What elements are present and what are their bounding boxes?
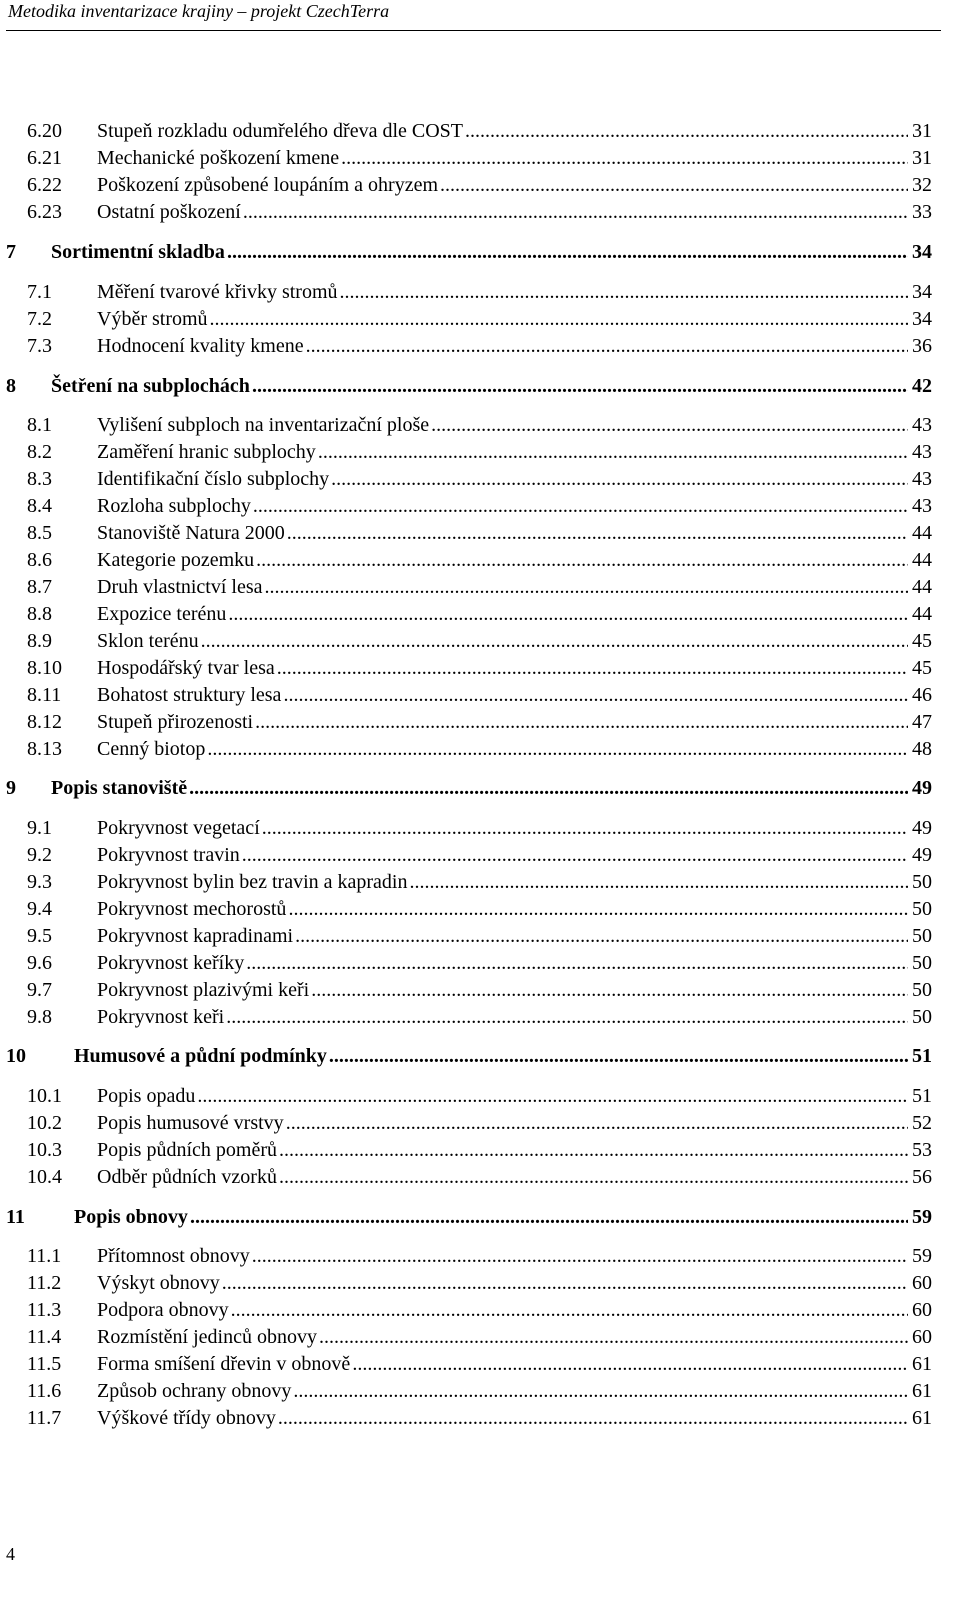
toc-leader-dots	[288, 896, 908, 923]
toc-title-line	[97, 493, 932, 520]
toc-title-line	[97, 1351, 932, 1378]
toc-title: Pokryvnost vegetací	[97, 817, 260, 839]
toc-page-number: 50	[912, 952, 932, 974]
toc-leader-dots	[262, 815, 908, 842]
toc-leader-dots	[465, 118, 908, 145]
toc-chapter[interactable]	[0, 373, 960, 400]
toc-entry[interactable]	[0, 145, 960, 172]
toc-number: 11.3	[27, 1299, 62, 1321]
toc-leader-dots	[341, 145, 908, 172]
toc-leader-dots	[227, 239, 908, 266]
toc-page-number: 34	[912, 241, 932, 263]
toc-title-line	[97, 655, 932, 682]
toc-entry[interactable]	[0, 1297, 960, 1324]
toc-leader-dots	[340, 279, 909, 306]
toc-number: 8.8	[27, 603, 52, 625]
toc-page-number: 43	[912, 441, 932, 463]
toc-title: Podpora obnovy	[97, 1299, 229, 1321]
toc-title: Sklon terénu	[97, 630, 199, 652]
toc-leader-dots	[197, 1083, 908, 1110]
toc-page-number: 50	[912, 898, 932, 920]
page-number: 4	[6, 1544, 15, 1564]
toc-entry[interactable]	[0, 1004, 960, 1031]
toc-title: Cenný biotop	[97, 738, 206, 760]
toc-entry[interactable]	[0, 628, 960, 655]
toc-title-line	[97, 199, 932, 226]
toc-page-number: 31	[912, 120, 932, 142]
toc-page-number: 34	[912, 281, 932, 303]
toc-title: Popis opadu	[97, 1085, 196, 1107]
toc-number: 8.10	[27, 657, 62, 679]
toc-number: 9.5	[27, 925, 52, 947]
toc-title: Šetření na subplochách	[51, 375, 250, 397]
toc-leader-dots	[329, 1043, 908, 1070]
toc-page-number: 34	[912, 308, 932, 330]
toc-number: 10.4	[27, 1166, 62, 1188]
toc-chapter[interactable]	[0, 1043, 960, 1070]
toc-number: 11	[6, 1206, 25, 1228]
toc-number: 6.20	[27, 120, 62, 142]
toc-title: Pokryvnost kapradinami	[97, 925, 294, 947]
toc-page-number: 52	[912, 1112, 932, 1134]
toc-page-number: 49	[912, 817, 932, 839]
toc-number: 10	[6, 1045, 26, 1067]
toc-title-line	[97, 1004, 932, 1031]
toc-title-line	[97, 869, 932, 896]
toc-title-line	[51, 239, 932, 266]
toc-number: 8.6	[27, 549, 52, 571]
toc-page-number: 50	[912, 1006, 932, 1028]
toc-leader-dots	[311, 977, 908, 1004]
toc-number: 6.21	[27, 147, 62, 169]
toc-entry[interactable]	[0, 950, 960, 977]
toc-title: Ostatní poškození	[97, 201, 241, 223]
toc-title-line	[97, 333, 932, 360]
toc-leader-dots	[283, 682, 908, 709]
toc-entry[interactable]	[0, 1324, 960, 1351]
toc-page-number: 49	[912, 844, 932, 866]
toc-title-line	[97, 1083, 932, 1110]
toc-leader-dots	[295, 923, 908, 950]
toc-leader-dots	[279, 1137, 908, 1164]
toc-chapter[interactable]	[0, 1204, 960, 1231]
toc-number: 11.6	[27, 1380, 62, 1402]
toc-number: 10.3	[27, 1139, 62, 1161]
toc-number: 8.7	[27, 576, 52, 598]
toc-page-number: 59	[912, 1245, 932, 1267]
toc-page-number: 45	[912, 657, 932, 679]
toc-title-line	[97, 520, 932, 547]
toc-title-line	[97, 1405, 932, 1432]
toc-page-number: 60	[912, 1326, 932, 1348]
toc-leader-dots	[253, 493, 908, 520]
toc-title: Pokryvnost keři	[97, 1006, 225, 1028]
toc-page-number: 49	[912, 777, 932, 799]
toc-leader-dots	[207, 736, 908, 763]
toc-number: 6.22	[27, 174, 62, 196]
toc-page-number: 32	[912, 174, 932, 196]
toc-entry[interactable]	[0, 1137, 960, 1164]
toc-chapter[interactable]	[0, 239, 960, 266]
toc-title-line	[97, 1297, 932, 1324]
toc-page-number: 50	[912, 871, 932, 893]
toc-entry[interactable]	[0, 709, 960, 736]
toc-title-line	[97, 977, 932, 1004]
toc-entry[interactable]	[0, 1405, 960, 1432]
toc-title-line	[97, 412, 932, 439]
toc-page-number: 45	[912, 630, 932, 652]
toc-title-line	[97, 574, 932, 601]
toc-title-line	[97, 923, 932, 950]
toc-leader-dots	[243, 199, 908, 226]
toc-title: Výskyt obnovy	[97, 1272, 220, 1294]
toc-entry[interactable]	[0, 655, 960, 682]
toc-page-number: 46	[912, 684, 932, 706]
toc-entry[interactable]	[0, 1378, 960, 1405]
toc-title: Způsob ochrany obnovy	[97, 1380, 292, 1402]
toc-entry[interactable]	[0, 466, 960, 493]
toc-title: Sortimentní skladba	[51, 241, 225, 263]
toc-entry[interactable]	[0, 1243, 960, 1270]
toc-number: 8.5	[27, 522, 52, 544]
toc-title-line	[74, 1204, 932, 1231]
toc-number: 6.23	[27, 201, 62, 223]
toc-number: 8.13	[27, 738, 62, 760]
toc-title: Odběr půdních vzorků	[97, 1166, 277, 1188]
toc-page-number: 48	[912, 738, 932, 760]
toc-title: Forma smíšení dřevin v obnově	[97, 1353, 351, 1375]
toc-number: 7.3	[27, 335, 52, 357]
toc-title-line	[97, 628, 932, 655]
toc-leader-dots	[440, 172, 908, 199]
toc-page-number: 61	[912, 1407, 932, 1429]
toc-number: 9.3	[27, 871, 52, 893]
toc-entry[interactable]	[0, 1164, 960, 1191]
toc-number: 9.1	[27, 817, 52, 839]
toc-number: 7.1	[27, 281, 52, 303]
toc-title-line	[97, 736, 932, 763]
toc-title: Výškové třídy obnovy	[97, 1407, 276, 1429]
toc-leader-dots	[306, 333, 908, 360]
toc-number: 10.2	[27, 1112, 62, 1134]
toc-title-line	[97, 709, 932, 736]
toc-page-number: 44	[912, 549, 932, 571]
toc-number: 8.3	[27, 468, 52, 490]
toc-title: Popis půdních poměrů	[97, 1139, 277, 1161]
toc-number: 8.12	[27, 711, 62, 733]
toc-title: Pokryvnost bylin bez travin a kapradin	[97, 871, 408, 893]
toc-entry[interactable]	[0, 815, 960, 842]
toc-number: 9.2	[27, 844, 52, 866]
toc-title: Měření tvarové křivky stromů	[97, 281, 338, 303]
toc-title: Expozice terénu	[97, 603, 227, 625]
toc-number: 11.5	[27, 1353, 62, 1375]
toc-title: Hodnocení kvality kmene	[97, 335, 304, 357]
toc-leader-dots	[286, 1110, 908, 1137]
toc-page-number: 31	[912, 147, 932, 169]
toc-title-line	[97, 842, 932, 869]
toc-leader-dots	[277, 655, 908, 682]
toc-entry[interactable]	[0, 842, 960, 869]
toc-entry[interactable]	[0, 333, 960, 360]
toc-entry[interactable]	[0, 1270, 960, 1297]
toc-title-line	[97, 172, 932, 199]
toc-entry[interactable]	[0, 682, 960, 709]
toc-title: Popis obnovy	[74, 1206, 188, 1228]
toc-entry[interactable]	[0, 199, 960, 226]
toc-page-number: 43	[912, 468, 932, 490]
toc-number: 11.2	[27, 1272, 62, 1294]
toc-leader-dots	[293, 1378, 908, 1405]
toc-number: 11.4	[27, 1326, 62, 1348]
toc-page-number: 51	[912, 1045, 932, 1067]
toc-title: Stanoviště Natura 2000	[97, 522, 285, 544]
toc-title: Rozmístění jedinců obnovy	[97, 1326, 317, 1348]
toc-number: 9	[6, 777, 16, 799]
toc-leader-dots	[256, 547, 908, 574]
toc-leader-dots	[278, 1405, 908, 1432]
toc-title-line	[97, 1110, 932, 1137]
toc-entry[interactable]	[0, 118, 960, 145]
toc-page-number: 53	[912, 1139, 932, 1161]
toc-entry[interactable]	[0, 1351, 960, 1378]
toc-number: 9.8	[27, 1006, 52, 1028]
toc-title-line	[51, 775, 932, 802]
toc-number: 8.2	[27, 441, 52, 463]
toc-leader-dots	[242, 842, 908, 869]
toc-number: 8	[6, 375, 16, 397]
toc-title: Výběr stromů	[97, 308, 208, 330]
toc-leader-dots	[352, 1351, 908, 1378]
toc-title: Zaměření hranic subplochy	[97, 441, 316, 463]
toc-title: Kategorie pozemku	[97, 549, 255, 571]
toc-page-number: 60	[912, 1299, 932, 1321]
toc-leader-dots	[279, 1164, 908, 1191]
toc-number: 9.4	[27, 898, 52, 920]
toc-entry[interactable]	[0, 439, 960, 466]
toc-number: 11.7	[27, 1407, 62, 1429]
toc-title: Stupeň rozkladu odumřelého dřeva dle COST	[97, 120, 464, 142]
toc-title: Pokryvnost mechorostů	[97, 898, 287, 920]
toc-leader-dots	[222, 1270, 908, 1297]
toc-title-line	[97, 1164, 932, 1191]
toc-leader-dots	[190, 1204, 908, 1231]
toc-entry[interactable]	[0, 172, 960, 199]
toc-title-line	[97, 145, 932, 172]
toc-title-line	[97, 547, 932, 574]
toc-number: 8.4	[27, 495, 52, 517]
toc-chapter[interactable]	[0, 775, 960, 802]
toc-title: Přítomnost obnovy	[97, 1245, 250, 1267]
toc-leader-dots	[210, 306, 908, 333]
toc-title: Popis stanoviště	[51, 777, 188, 799]
toc-title-line	[97, 279, 932, 306]
toc-entry[interactable]	[0, 601, 960, 628]
toc-leader-dots	[431, 412, 908, 439]
toc-title: Bohatost struktury lesa	[97, 684, 282, 706]
toc-title: Druh vlastnictví lesa	[97, 576, 263, 598]
toc-title-line	[97, 118, 932, 145]
toc-page-number: 56	[912, 1166, 932, 1188]
toc-leader-dots	[246, 950, 908, 977]
toc-entry[interactable]	[0, 977, 960, 1004]
toc-page-number: 50	[912, 925, 932, 947]
toc-leader-dots	[226, 1004, 908, 1031]
toc-page-number: 60	[912, 1272, 932, 1294]
toc-number: 9.6	[27, 952, 52, 974]
toc-title-line	[97, 466, 932, 493]
toc-number: 8.1	[27, 414, 52, 436]
toc-number: 7.2	[27, 308, 52, 330]
toc-title-line	[97, 1378, 932, 1405]
toc-title-line	[97, 1137, 932, 1164]
toc-number: 10.1	[27, 1085, 62, 1107]
toc-leader-dots	[318, 439, 908, 466]
toc-title: Vylišení subploch na inventarizační ploše	[97, 414, 430, 436]
toc-entry[interactable]	[0, 412, 960, 439]
toc-number: 9.7	[27, 979, 52, 1001]
toc-title-line	[51, 373, 932, 400]
toc-page-number: 43	[912, 414, 932, 436]
toc-title: Stupeň přirozenosti	[97, 711, 254, 733]
toc-entry[interactable]	[0, 923, 960, 950]
toc-leader-dots	[410, 869, 909, 896]
toc-entry[interactable]	[0, 547, 960, 574]
toc-number: 11.1	[27, 1245, 62, 1267]
toc-leader-dots	[231, 1297, 908, 1324]
toc-leader-dots	[189, 775, 908, 802]
toc-page-number: 61	[912, 1353, 932, 1375]
toc-leader-dots	[331, 466, 908, 493]
toc-title-line	[97, 601, 932, 628]
toc-title-line	[74, 1043, 932, 1070]
toc-number: 8.9	[27, 630, 52, 652]
toc-title: Pokryvnost keříky	[97, 952, 245, 974]
toc-page-number: 44	[912, 576, 932, 598]
toc-title: Mechanické poškození kmene	[97, 147, 340, 169]
toc-page-number: 50	[912, 979, 932, 1001]
toc-title: Pokryvnost travin	[97, 844, 240, 866]
toc-title: Poškození způsobené loupáním a ohryzem	[97, 174, 439, 196]
toc-entry[interactable]	[0, 736, 960, 763]
toc-leader-dots	[287, 520, 908, 547]
toc-title-line	[97, 815, 932, 842]
document-title: Metodika inventarizace krajiny – projekt CzechTerra	[8, 1, 390, 21]
toc-leader-dots	[252, 1243, 908, 1270]
toc-leader-dots	[228, 601, 908, 628]
toc-title-line	[97, 439, 932, 466]
toc-title: Rozloha subplochy	[97, 495, 251, 517]
toc-title-line	[97, 1324, 932, 1351]
toc-page-number: 44	[912, 522, 932, 544]
toc-page-number: 43	[912, 495, 932, 517]
toc-entry[interactable]	[0, 574, 960, 601]
toc-title: Hospodářský tvar lesa	[97, 657, 275, 679]
toc-page-number: 36	[912, 335, 932, 357]
toc-title: Humusové a půdní podmínky	[74, 1045, 327, 1067]
toc-title: Pokryvnost plazivými keři	[97, 979, 310, 1001]
toc-leader-dots	[319, 1324, 908, 1351]
toc-title-line	[97, 1270, 932, 1297]
toc-page-number: 61	[912, 1380, 932, 1402]
toc-entry[interactable]	[0, 1083, 960, 1110]
toc-title-line	[97, 896, 932, 923]
toc-leader-dots	[201, 628, 908, 655]
toc-entry[interactable]	[0, 279, 960, 306]
toc-entry[interactable]	[0, 869, 960, 896]
toc-page-number: 47	[912, 711, 932, 733]
toc-title-line	[97, 1243, 932, 1270]
toc-page-number: 51	[912, 1085, 932, 1107]
toc-leader-dots	[265, 574, 908, 601]
toc-entry[interactable]	[0, 1110, 960, 1137]
toc-number: 7	[6, 241, 16, 263]
toc-page-number: 33	[912, 201, 932, 223]
toc-page-number: 42	[912, 375, 932, 397]
toc-entry[interactable]	[0, 493, 960, 520]
toc-page-number: 44	[912, 603, 932, 625]
toc-page-number: 59	[912, 1206, 932, 1228]
toc-entry[interactable]	[0, 896, 960, 923]
toc-leader-dots	[255, 709, 908, 736]
toc-entry[interactable]	[0, 520, 960, 547]
toc-title-line	[97, 306, 932, 333]
toc-leader-dots	[252, 373, 908, 400]
toc-title-line	[97, 682, 932, 709]
toc-title: Popis humusové vrstvy	[97, 1112, 284, 1134]
toc-title-line	[97, 950, 932, 977]
toc-entry[interactable]	[0, 306, 960, 333]
toc-number: 8.11	[27, 684, 62, 706]
toc-title: Identifikační číslo subplochy	[97, 468, 330, 490]
